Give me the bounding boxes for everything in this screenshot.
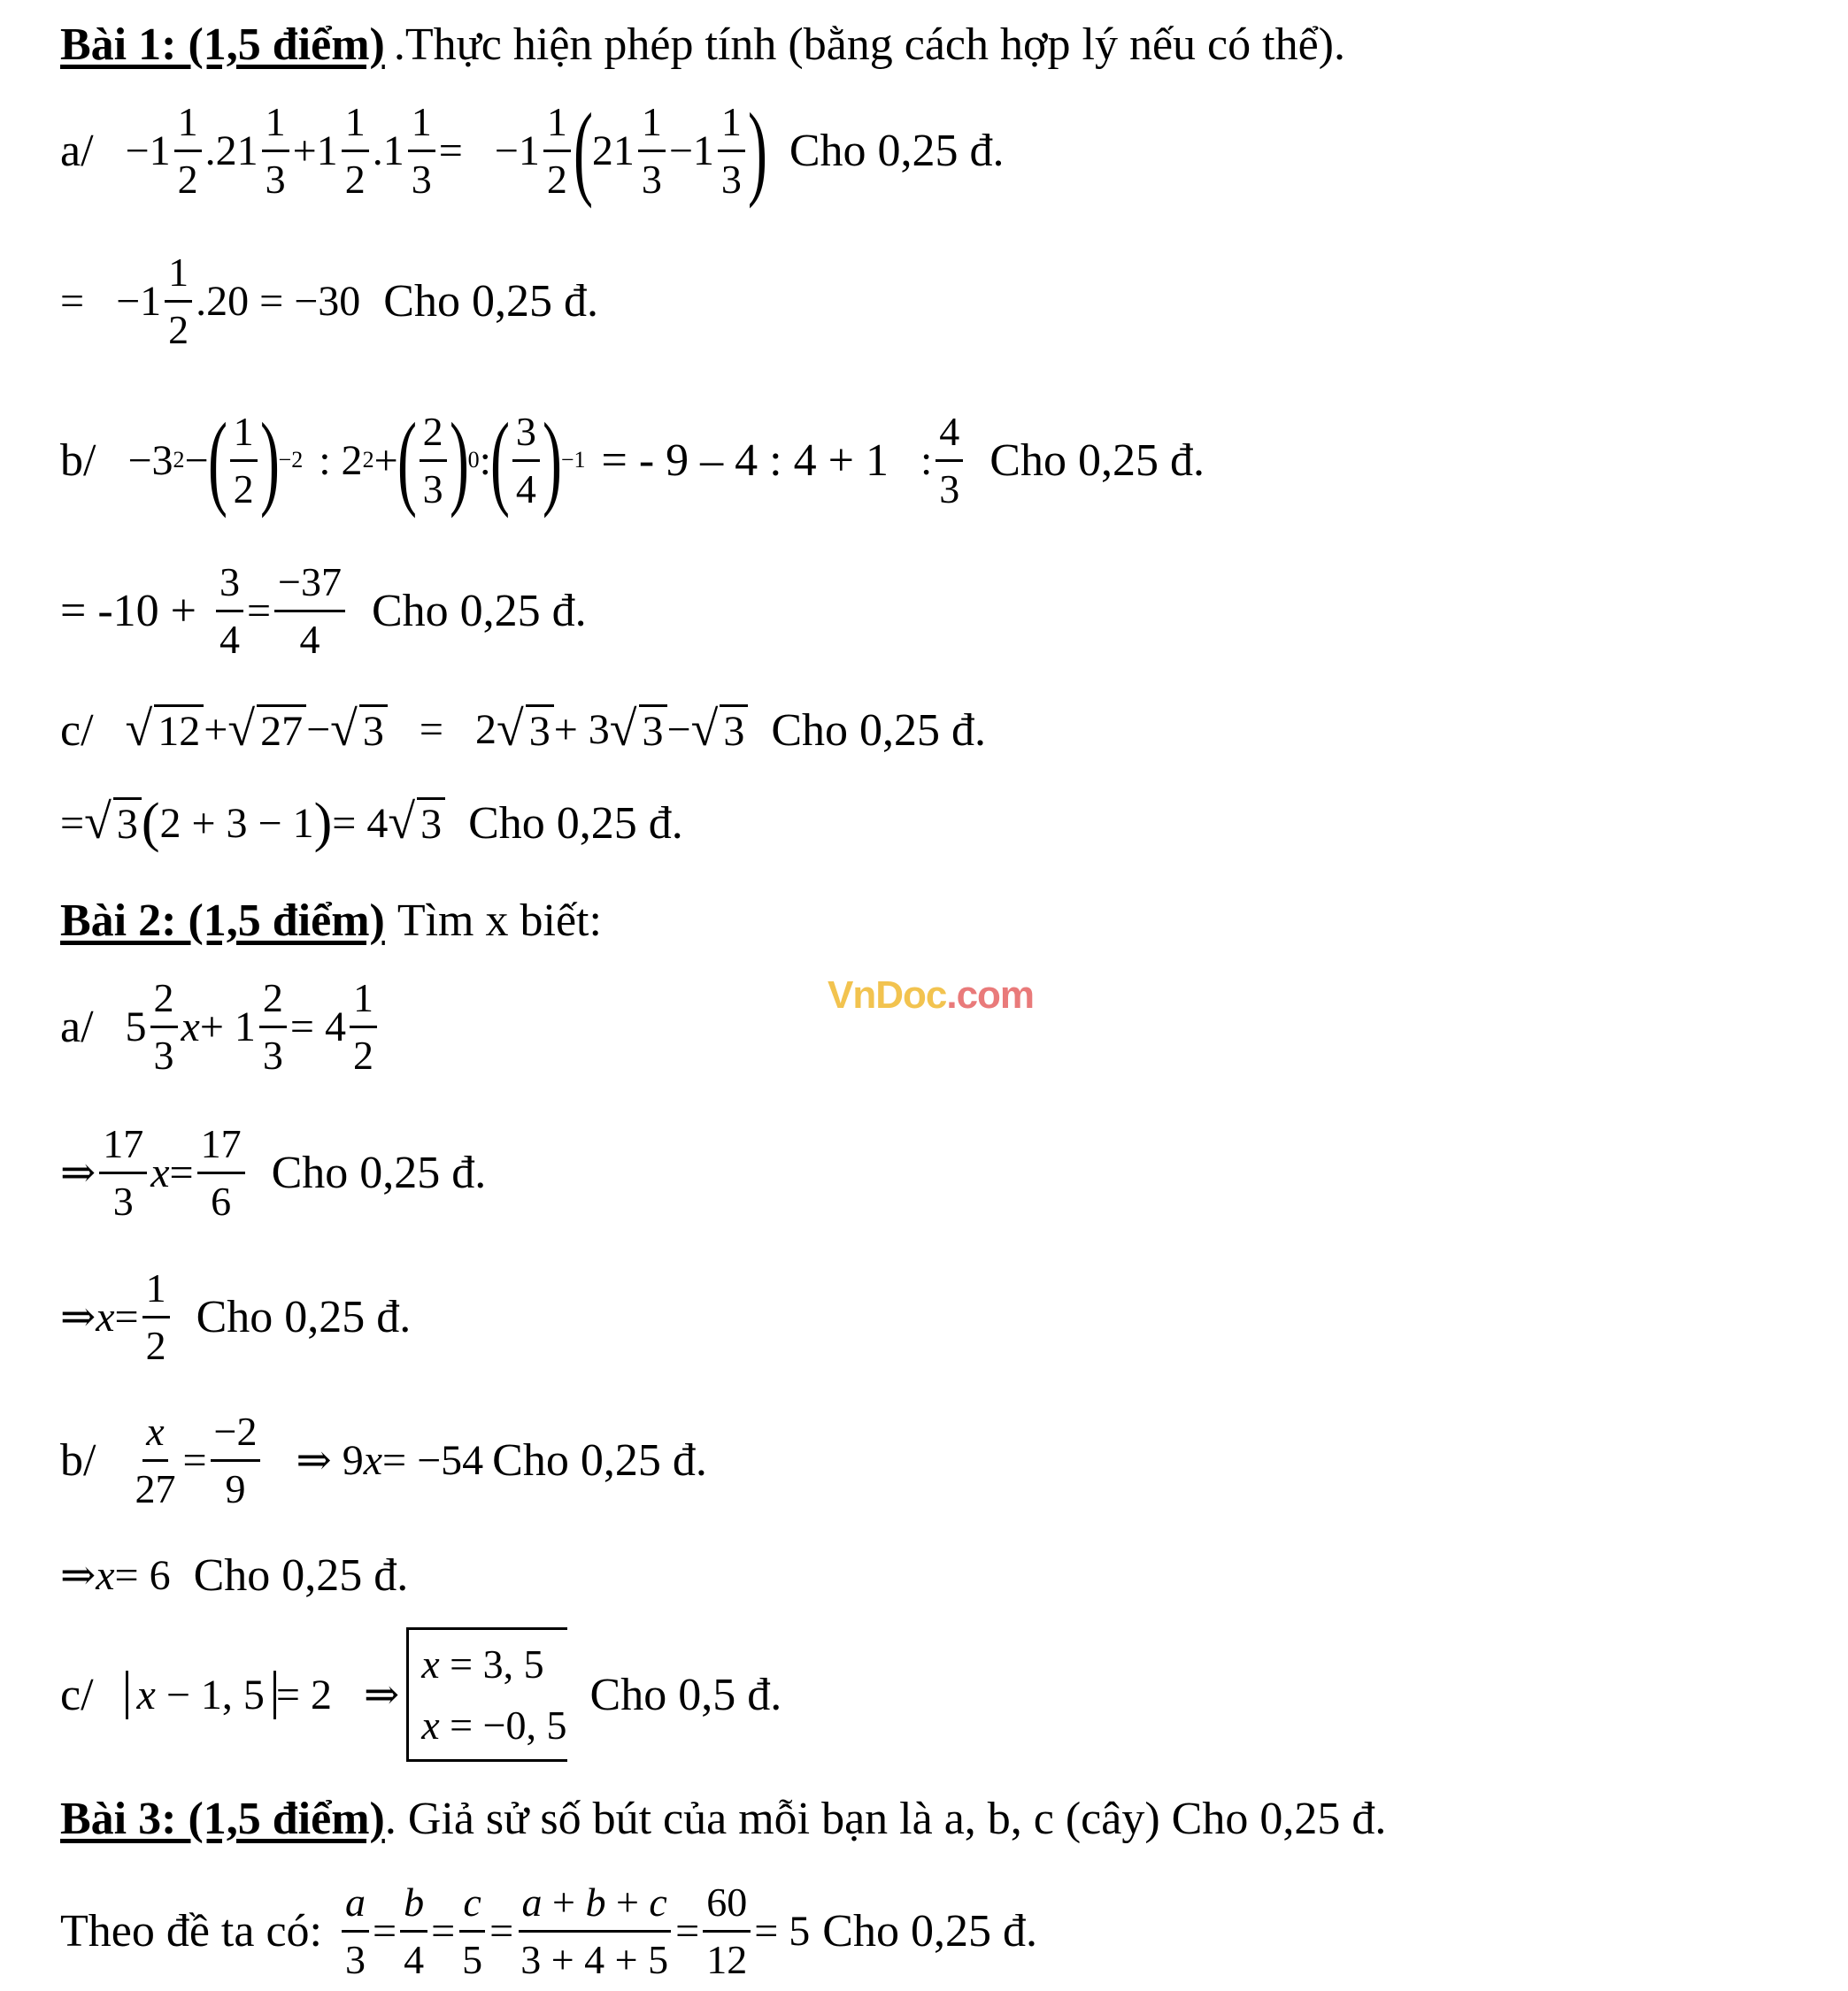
bai1-a-line1 — [60, 91, 1005, 209]
bai2-a-equation: 5 $\frac{2}{3}$ x + 1 $\frac{2}{3}$ = 4 $\frac{1}{2}$ — [126, 978, 381, 1076]
bai2-b-line2 — [60, 1531, 408, 1619]
score-label: Cho 0,25 đ. — [468, 797, 683, 849]
bai2-a-result: ⇒ x = $\frac{1}{2}$ — [60, 1268, 173, 1366]
bai3-heading-line — [60, 1774, 1386, 1863]
bai2-a-label: a/ — [60, 1001, 94, 1052]
bai3-equation-line — [60, 1876, 1037, 1987]
bai2-c-line — [60, 1628, 782, 1761]
bai1-b-result: $\frac{3}{4}$ = $\frac{-37}{4}$ — [212, 562, 349, 660]
bai1-c-label: c/ — [60, 704, 94, 756]
bai1-b2-prefix: = -10 + — [60, 585, 196, 636]
bai3-theo-de: Theo đề ta có: — [60, 1906, 322, 1956]
vndoc-watermark: VnDoc.com — [828, 973, 1035, 1017]
score-label: Cho 0,25 đ. — [271, 1147, 487, 1198]
bai1-intro: .Thực hiện phép tính (bằng cách hợp lý nếu có thể). — [393, 19, 1345, 70]
bai2-a-line3 — [60, 1264, 411, 1370]
bai3-intro: . Giả sử số bút của mỗi bạn là a, b, c (cây) Cho 0,25 đ. — [384, 1793, 1387, 1844]
bai1-c-line1 — [60, 686, 986, 774]
bai2-c-label: c/ — [60, 1669, 94, 1720]
score-label: Cho 0,25 đ. — [372, 585, 587, 636]
bai3-equation: $\frac{a}{3}$ = $\frac{b}{4}$ = $\frac{c}{5}$ = $\frac{a + b + c}{3 + 4 + 5}$ = $\frac{60}{12}$ = 5 — [338, 1882, 810, 1980]
score-label: Cho 0,25 đ. — [196, 1291, 412, 1342]
score-label: Cho 0,25 đ. — [193, 1549, 409, 1601]
bai2-b-label: b/ — [60, 1434, 96, 1486]
bai2-c-equation: x − 1, 5 = 2 ⇒ x = 3, 5 x = −0, 5 — [126, 1627, 567, 1762]
score-label: Cho 0,25 đ. — [492, 1434, 707, 1486]
bai1-b-line1 — [60, 403, 1205, 518]
bai1-a-line2 — [60, 248, 598, 354]
bai1-b-divisor: : $\frac{4}{3}$ — [920, 411, 966, 510]
bai2-b-line1 — [60, 1407, 707, 1513]
bai2-a-line1 — [60, 973, 381, 1080]
bai1-c-expression: √ 12 + √ 27 − √ 3 = 2 √ 3 + 3 √ 3 − √ 3 — [126, 704, 749, 756]
score-label: Cho 0,25 đ. — [383, 275, 598, 327]
bai1-a-label: a/ — [60, 125, 94, 176]
score-label: Cho 0,25 đ. — [771, 704, 987, 756]
bai2-heading: Bài 2: (1,5 điểm) — [60, 895, 385, 946]
bai1-a-result: = −1 $\frac{1}{2}$ .20 = −30 — [60, 249, 361, 352]
bai1-b-expression: −3 2 − ( $\frac{1}{2}$ ) −2 : 2 2 + ( $\frac{2}{3}$ ) 0 : ( $\frac{3}{4}$ ) −1 — [127, 401, 586, 519]
score-label: Cho 0,25 đ. — [789, 125, 1005, 176]
score-label: Cho 0,5 đ. — [589, 1669, 782, 1720]
bai3-heading: Bài 3: (1,5 điểm) — [60, 1793, 385, 1844]
bai1-heading-line — [60, 0, 1345, 88]
bai2-b-equation: $\frac{x}{27}$ = $\frac{-2}{9}$ ⇒ 9 x = −54 — [135, 1408, 484, 1511]
bai1-a-expression: −1 $\frac{1}{2}$ .21 $\frac{1}{3}$ +1 $\frac{1}{2}$ .1 $\frac{1}{3}$ = −1 $\frac{1}{2}$ ( 21 $\frac{1}{3}$ −1 $\frac{1}{3}$ ) — [125, 91, 767, 209]
bai2-intro: Tìm x biết: — [397, 895, 602, 946]
bai2-heading-line — [60, 876, 602, 965]
bai2-a-step: ⇒ $\frac{17}{3}$ x = $\frac{17}{6}$ — [60, 1124, 249, 1222]
bai1-b-simplified: = - 9 – 4 : 4 + 1 — [601, 434, 889, 486]
bai1-heading: Bài 1: (1,5 điểm) — [60, 19, 385, 70]
bai1-c-result: = √ 3 ( 2 + 3 − 1 ) = 4 √ 3 — [60, 792, 445, 855]
bai1-c-line2 — [60, 779, 683, 867]
bai1-b-line2 — [60, 557, 587, 664]
score-label: Cho 0,25 đ. — [989, 434, 1205, 486]
bai2-a-line2 — [60, 1119, 486, 1226]
score-label: Cho 0,25 đ. — [822, 1906, 1037, 1956]
bai2-b-result: ⇒ x = 6 — [60, 1551, 171, 1599]
bai1-b-label: b/ — [60, 434, 96, 486]
